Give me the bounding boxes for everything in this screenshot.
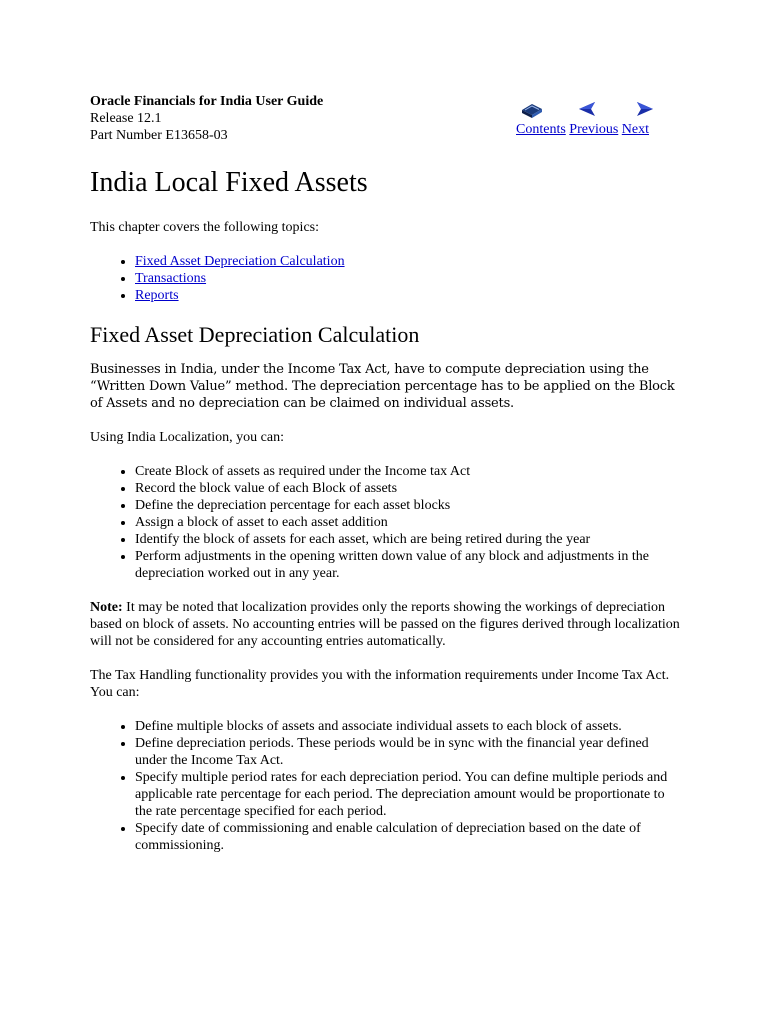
- topic-list: [90, 253, 680, 304]
- localization-list: [90, 463, 680, 582]
- nav-icons: [516, 99, 666, 121]
- doc-header: [90, 93, 323, 144]
- note-label: Note:: [90, 600, 123, 615]
- list-item: • Specify multiple period rates for each depreciation period. You can define multiple periods and applicable rate percentage for each period. The depreciation amount would be proportionate to the rate percentage specified for each period.: [135, 769, 680, 820]
- next-link[interactable]: Next: [621, 122, 649, 137]
- nav-bar: [516, 99, 666, 138]
- list-item: • Assign a block of asset to each asset addition: [135, 514, 680, 531]
- release-label: Release 12.1: [90, 111, 162, 126]
- list-item: • Define the depreciation percentage for each asset blocks: [135, 497, 680, 514]
- guide-title: Oracle Financials for India User Guide: [90, 94, 324, 109]
- note-paragraph: [90, 599, 680, 650]
- list-item: • Record the block value of each Block of assets: [135, 480, 680, 497]
- main-content: [90, 165, 680, 871]
- section-paragraph-3: The Tax Handling functionality provides you with the information requirements under Income Tax Act. You can:: [90, 668, 670, 700]
- next-arrow-icon[interactable]: [634, 101, 654, 122]
- section-paragraph-2: Using India Localization, you can:: [90, 430, 284, 445]
- topic-item: [135, 287, 680, 304]
- section-paragraph-1: Businesses in India, under the Income Tax Act, have to compute depreciation using the “Written Down Value” method. The depreciation percentage has to be applied on the Block of Assets and no depreciation can be claimed on individual assets.: [90, 362, 675, 411]
- section-title: Fixed Asset Depreciation Calculation: [90, 322, 420, 347]
- list-item: • Specify date of commissioning and enable calculation of depreciation based on the date of commissioning.: [135, 820, 680, 854]
- book-icon[interactable]: [520, 101, 544, 124]
- list-item: • Define depreciation periods. These periods would be in sync with the financial year defined under the Income Tax Act.: [135, 735, 680, 769]
- chapter-title: India Local Fixed Assets: [90, 167, 368, 198]
- topic-link-transactions[interactable]: Transactions: [135, 271, 207, 286]
- topic-item: [135, 253, 680, 270]
- list-item: • Perform adjustments in the opening written down value of any block and adjustments in the depreciation worked out in any year.: [135, 548, 680, 582]
- part-number: Part Number E13658-03: [90, 128, 228, 143]
- contents-link[interactable]: Contents: [516, 122, 566, 137]
- note-text: It may be noted that localization provides only the reports showing the workings of depreciation based on block of assets. No accounting entries will be passed on the figures derived through localization will not be considered for any accounting entries automatically.: [90, 600, 680, 649]
- topic-link-depreciation[interactable]: Fixed Asset Depreciation Calculation: [135, 254, 345, 269]
- topic-item: [135, 270, 680, 287]
- list-item: • Identify the block of assets for each asset, which are being retired during the year: [135, 531, 680, 548]
- chapter-intro: This chapter covers the following topics:: [90, 220, 319, 235]
- previous-link[interactable]: Previous: [569, 122, 619, 137]
- list-item: • Create Block of assets as required under the Income tax Act: [135, 463, 680, 480]
- tax-handling-list: [90, 718, 680, 854]
- list-item: • Define multiple blocks of assets and associate individual assets to each block of assets.: [135, 718, 680, 735]
- topic-link-reports[interactable]: Reports: [135, 288, 179, 303]
- previous-arrow-icon[interactable]: [578, 101, 598, 122]
